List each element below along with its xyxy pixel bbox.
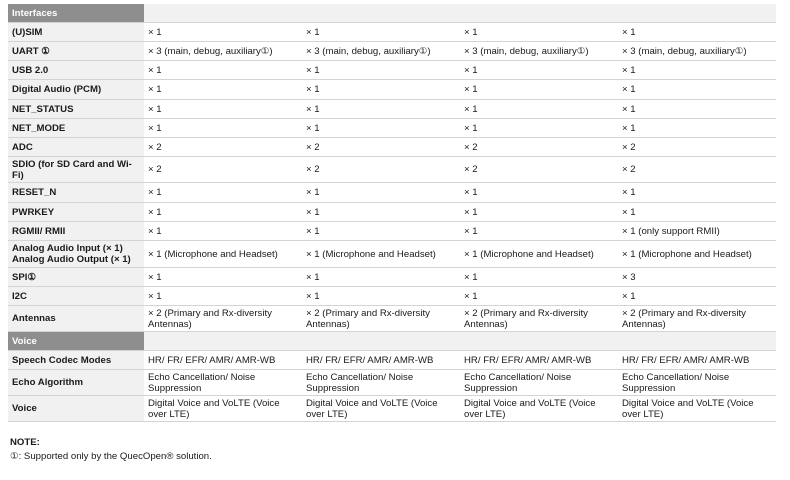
row-value-col-1: × 1 — [144, 61, 302, 80]
row-label: Voice — [8, 396, 144, 422]
section-header-row — [8, 332, 776, 351]
row-value-col-2: × 1 (Microphone and Headset) — [302, 241, 460, 268]
row-label: UART ① — [8, 42, 144, 61]
row-label: Echo Algorithm — [8, 370, 144, 396]
row-value-col-1: × 1 — [144, 23, 302, 42]
spec-table-container — [8, 4, 776, 422]
row-value-col-4: × 2 — [618, 157, 776, 183]
row-value-col-2: × 1 — [302, 203, 460, 222]
row-value-col-4: × 1 — [618, 80, 776, 100]
table-row — [8, 100, 776, 119]
section-title: Interfaces — [8, 4, 144, 23]
note-text: ①: Supported only by the QuecOpen® solution. — [10, 451, 212, 462]
row-value-col-1: × 1 — [144, 287, 302, 306]
row-value-col-4: × 1 — [618, 287, 776, 306]
row-value-col-3: × 1 — [460, 80, 618, 100]
row-value-col-4: × 3 — [618, 268, 776, 287]
row-label: RGMII/ RMII — [8, 222, 144, 241]
row-value-col-2: Echo Cancellation/ Noise Suppression — [302, 370, 460, 396]
row-value-col-3: × 1 (Microphone and Headset) — [460, 241, 618, 268]
row-value-col-3: × 3 (main, debug, auxiliary①) — [460, 42, 618, 61]
section-title: Voice — [8, 332, 144, 351]
row-value-col-2: × 1 — [302, 287, 460, 306]
table-row — [8, 351, 776, 370]
row-label: SDIO (for SD Card and Wi-Fi) — [8, 157, 144, 183]
row-label: I2C — [8, 287, 144, 306]
row-value-col-1: × 2 — [144, 138, 302, 157]
row-label: Digital Audio (PCM) — [8, 80, 144, 100]
row-value-col-3: × 1 — [460, 287, 618, 306]
row-value-col-2: × 1 — [302, 80, 460, 100]
row-value-col-2: × 1 — [302, 100, 460, 119]
row-value-col-1: HR/ FR/ EFR/ AMR/ AMR-WB — [144, 351, 302, 370]
row-value-col-2: × 2 (Primary and Rx-diversity Antennas) — [302, 306, 460, 332]
row-label: SPI① — [8, 268, 144, 287]
row-value-col-2: HR/ FR/ EFR/ AMR/ AMR-WB — [302, 351, 460, 370]
row-value-col-2: × 2 — [302, 138, 460, 157]
row-value-col-1: Digital Voice and VoLTE (Voice over LTE) — [144, 396, 302, 422]
table-row — [8, 138, 776, 157]
row-value-col-4: × 3 (main, debug, auxiliary①) — [618, 42, 776, 61]
table-row — [8, 306, 776, 332]
row-value-col-2: × 1 — [302, 119, 460, 138]
row-value-col-3: × 1 — [460, 222, 618, 241]
table-row — [8, 61, 776, 80]
row-value-col-3: HR/ FR/ EFR/ AMR/ AMR-WB — [460, 351, 618, 370]
row-label: (U)SIM — [8, 23, 144, 42]
spec-table — [8, 4, 776, 422]
table-row — [8, 119, 776, 138]
row-value-col-4: × 2 (Primary and Rx-diversity Antennas) — [618, 306, 776, 332]
row-value-col-4: × 1 — [618, 203, 776, 222]
row-value-col-3: × 1 — [460, 183, 618, 203]
table-row — [8, 268, 776, 287]
row-value-col-2: × 1 — [302, 268, 460, 287]
row-value-col-4: × 1 — [618, 183, 776, 203]
table-row — [8, 396, 776, 422]
row-value-col-4: × 1 — [618, 61, 776, 80]
table-row — [8, 370, 776, 396]
row-value-col-3: × 2 (Primary and Rx-diversity Antennas) — [460, 306, 618, 332]
section-header-filler — [144, 332, 776, 351]
row-value-col-1: × 1 — [144, 119, 302, 138]
row-value-col-3: × 1 — [460, 23, 618, 42]
row-value-col-3: × 2 — [460, 138, 618, 157]
row-value-col-4: × 1 — [618, 23, 776, 42]
row-value-col-2: × 1 — [302, 23, 460, 42]
row-value-col-1: × 1 — [144, 222, 302, 241]
row-value-col-1: × 1 (Microphone and Headset) — [144, 241, 302, 268]
spec-table-body — [8, 4, 776, 422]
row-label: ADC — [8, 138, 144, 157]
table-row — [8, 241, 776, 268]
row-value-col-4: × 2 — [618, 138, 776, 157]
table-row — [8, 42, 776, 61]
row-value-col-1: × 1 — [144, 100, 302, 119]
row-value-col-4: × 1 — [618, 100, 776, 119]
row-value-col-2: × 1 — [302, 61, 460, 80]
table-row — [8, 203, 776, 222]
row-value-col-3: Echo Cancellation/ Noise Suppression — [460, 370, 618, 396]
note-title: NOTE: — [10, 437, 40, 448]
row-value-col-1: × 1 — [144, 80, 302, 100]
row-value-col-2: × 2 — [302, 157, 460, 183]
row-value-col-1: × 1 — [144, 268, 302, 287]
table-row — [8, 183, 776, 203]
section-header-filler — [144, 4, 776, 23]
row-value-col-3: × 1 — [460, 119, 618, 138]
row-value-col-4: HR/ FR/ EFR/ AMR/ AMR-WB — [618, 351, 776, 370]
table-row — [8, 287, 776, 306]
note-block — [10, 436, 212, 464]
row-label: PWRKEY — [8, 203, 144, 222]
row-value-col-1: × 3 (main, debug, auxiliary①) — [144, 42, 302, 61]
row-value-col-3: × 2 — [460, 157, 618, 183]
row-label: NET_STATUS — [8, 100, 144, 119]
row-value-col-3: × 1 — [460, 100, 618, 119]
table-row — [8, 222, 776, 241]
row-value-col-1: × 1 — [144, 203, 302, 222]
row-value-col-1: × 2 — [144, 157, 302, 183]
row-label: Analog Audio Input (× 1) Analog Audio Output (× 1) — [8, 241, 144, 268]
row-value-col-4: × 1 (Microphone and Headset) — [618, 241, 776, 268]
table-row — [8, 157, 776, 183]
row-value-col-3: × 1 — [460, 61, 618, 80]
row-label: Speech Codec Modes — [8, 351, 144, 370]
row-value-col-4: Echo Cancellation/ Noise Suppression — [618, 370, 776, 396]
row-label: Antennas — [8, 306, 144, 332]
row-value-col-1: × 1 — [144, 183, 302, 203]
row-value-col-4: × 1 — [618, 119, 776, 138]
row-value-col-4: Digital Voice and VoLTE (Voice over LTE) — [618, 396, 776, 422]
row-value-col-1: Echo Cancellation/ Noise Suppression — [144, 370, 302, 396]
row-value-col-2: × 1 — [302, 222, 460, 241]
section-header-row — [8, 4, 776, 23]
row-label: NET_MODE — [8, 119, 144, 138]
row-label: RESET_N — [8, 183, 144, 203]
row-value-col-2: × 1 — [302, 183, 460, 203]
table-row — [8, 23, 776, 42]
row-value-col-4: × 1 (only support RMII) — [618, 222, 776, 241]
row-label: USB 2.0 — [8, 61, 144, 80]
row-value-col-2: Digital Voice and VoLTE (Voice over LTE) — [302, 396, 460, 422]
row-value-col-2: × 3 (main, debug, auxiliary①) — [302, 42, 460, 61]
row-value-col-3: × 1 — [460, 203, 618, 222]
table-row — [8, 80, 776, 100]
row-value-col-1: × 2 (Primary and Rx-diversity Antennas) — [144, 306, 302, 332]
row-value-col-3: × 1 — [460, 268, 618, 287]
row-value-col-3: Digital Voice and VoLTE (Voice over LTE) — [460, 396, 618, 422]
